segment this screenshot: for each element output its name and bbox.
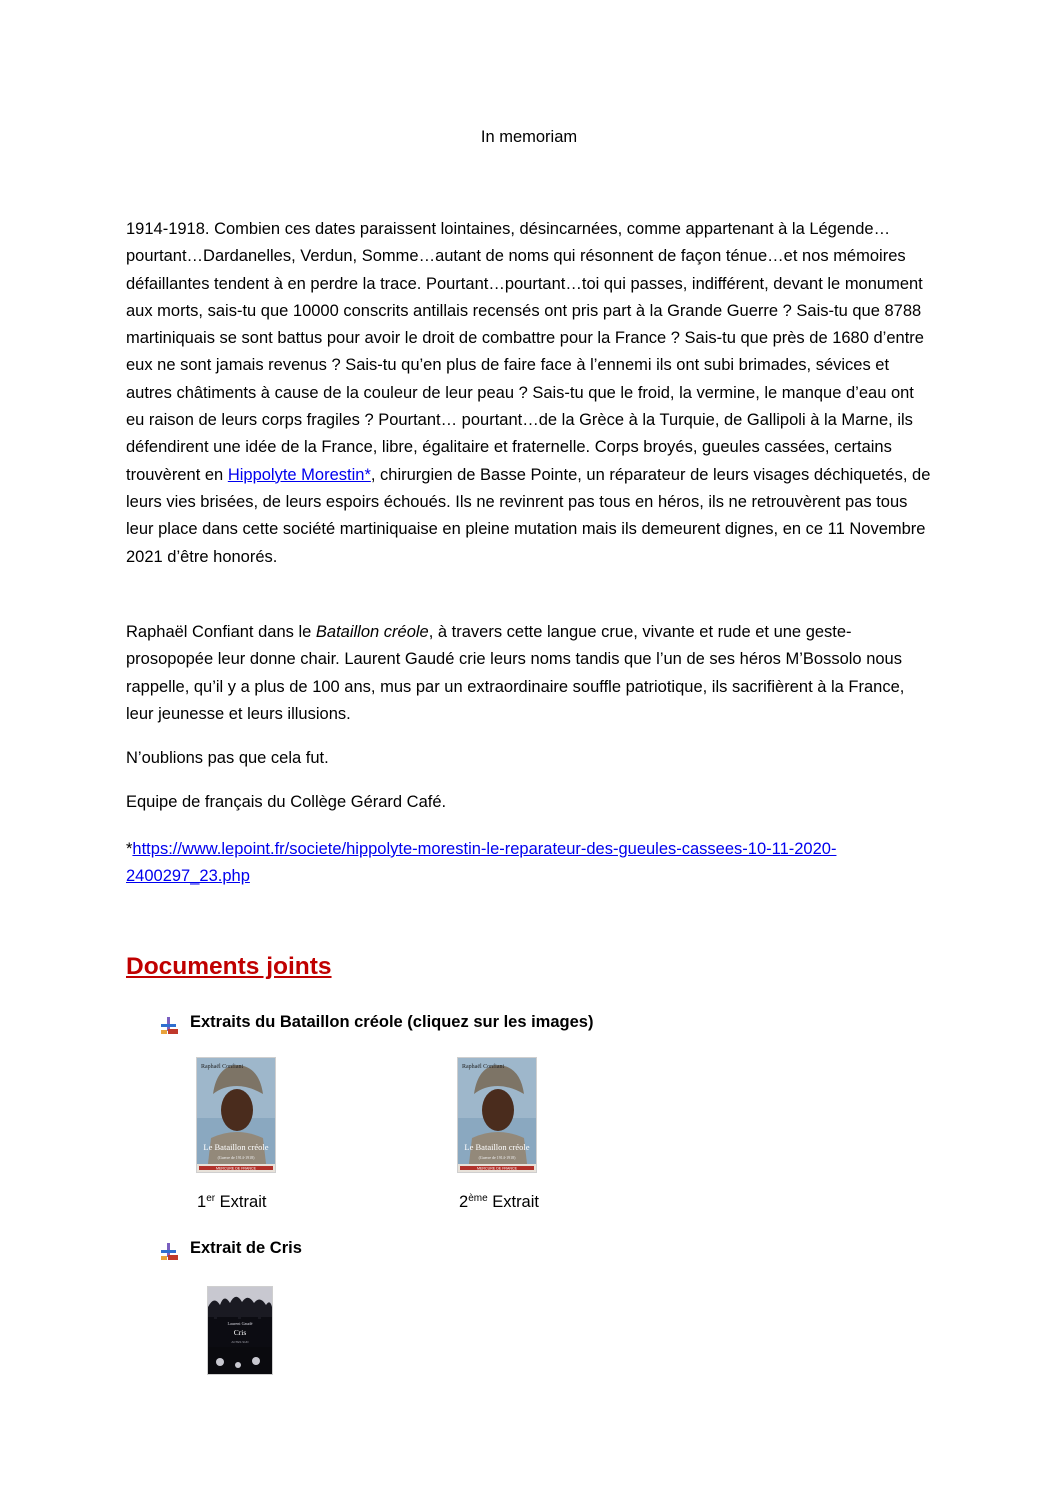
cris-cover-image [208,1287,272,1374]
caption-number: 1 [197,1193,207,1211]
cover-author: Raphaël Confiant [462,1064,505,1070]
confiant-paragraph [126,619,934,728]
cover-publisher: MERCURE DE FRANCE [477,1166,517,1171]
cover-publisher: ACTES SUD [231,1340,249,1344]
intro-text: 1914-1918. Combien ces dates paraissent lointaines, désincarnées, comme appartenant à la Légende…pourtant…Dardanelles, Verdun, Somme…autant de noms qui résonnent de façon ténue…et nos mémoires défaillantes tendent à en perdre la trace. Pourtant…pourtant…toi qui passes, indifférent, devant le monument aux morts, sais-tu que 10000 conscrits antillais recensés ont pris part à la Grande Guerre ? Sais-tu que 8788 martiniquais se sont battus pour avoir le droit de combattre pour la France ? Sais-tu que près de 1680 d’entre eux ne sont jamais revenus ? Sais-tu qu’en plus de faire face à l’ennemi ils ont subi brimades, sévices et autres châtiments à cause de la couleur de leur peau ? Sais-tu que le froid, la vermine, le manque d’eau ont eu raison de leurs corps fragiles ? Pourtant… pourtant…de la Grèce à la Turquie, de Gallipoli à la Marne, ils défendirent une idée de la France, libre, égalitaire et fraternelle. Corps broyés, gueules cassées, certains trouvèrent en [126,220,924,484]
cover-title: Le Bataillon créole [464,1142,530,1152]
page-title: In memoriam [480,128,578,146]
documents-heading: Documents joints [126,953,332,980]
caption-text: Extrait [215,1193,267,1211]
bataillon-cover-image [197,1058,275,1172]
book-title-bataillon: Bataillon créole [315,623,429,641]
pushpin-bullet-icon [158,1016,180,1036]
bataillon-cover-link-2[interactable] [458,1058,536,1172]
extract-caption-1 [197,1193,266,1212]
cover-subtitle: (Guerre de 1914-1918) [217,1155,255,1160]
confiant-text-end: , à travers cette langue crue, vivante et rude et une geste-prosopopée leur donne chair. Laurent Gaudé crie leurs noms tandis que l’un de ses héros M’Bossolo nous rappelle, qu’il y a plus de 100 ans, mus par un extraordinaire souffle patriotique, ils sacrifièrent à la France, leur jeunesse et leurs illusions. [126,623,905,723]
caption-ordinal: ème [468,1193,488,1204]
footnote-url-link[interactable]: https://www.lepoint.fr/societe/hippolyte-morestin-le-reparateur-des-gueules-cassees-10-11-2020-2400297_23.php [126,840,837,886]
remember-paragraph: N’oublions pas que cela fut. [126,749,329,767]
cover-subtitle: (Guerre de 1914-1918) [478,1155,516,1160]
signature-paragraph: Equipe de français du Collège Gérard Café. [126,793,447,811]
cover-author: Raphaël Confiant [201,1064,244,1070]
intro-paragraph [126,216,934,571]
intro-text-end: , chirurgien de Basse Pointe, un réparateur de leurs visages déchiquetés, de leurs vies brisées, de leurs espoirs échoués. Ils ne revinrent pas tous en héros, ils ne retrouvèrent pas tous leur place dans cette société martiniquaise en pleine mutation mais ils demeurent dignes, en ce 11 Novembre 2021 d’être honorés. [126,465,931,566]
extract-caption-2 [459,1193,539,1212]
hippolyte-morestin-link[interactable]: Hippolyte Morestin* [227,465,371,484]
cris-extract-label: Extrait de Cris [190,1239,302,1257]
cover-author: Laurent Gaudé [227,1321,253,1326]
pushpin-bullet-icon [158,1242,180,1262]
confiant-text: Raphaël Confiant dans le [126,623,316,641]
caption-ordinal: er [206,1193,216,1204]
cover-publisher: MERCURE DE FRANCE [216,1166,256,1171]
caption-text: Extrait [487,1193,539,1211]
footnote [126,836,934,891]
footnote-marker: * [126,840,133,858]
bataillon-cover-image [458,1058,536,1172]
cover-title: Cris [233,1328,247,1337]
bataillon-extracts-label: Extraits du Bataillon créole (cliquez sur les images) [190,1013,594,1031]
bataillon-cover-link-1[interactable] [197,1058,275,1172]
cris-cover-link[interactable] [208,1287,272,1374]
caption-number: 2 [459,1193,469,1211]
cover-title: Le Bataillon créole [203,1142,269,1152]
